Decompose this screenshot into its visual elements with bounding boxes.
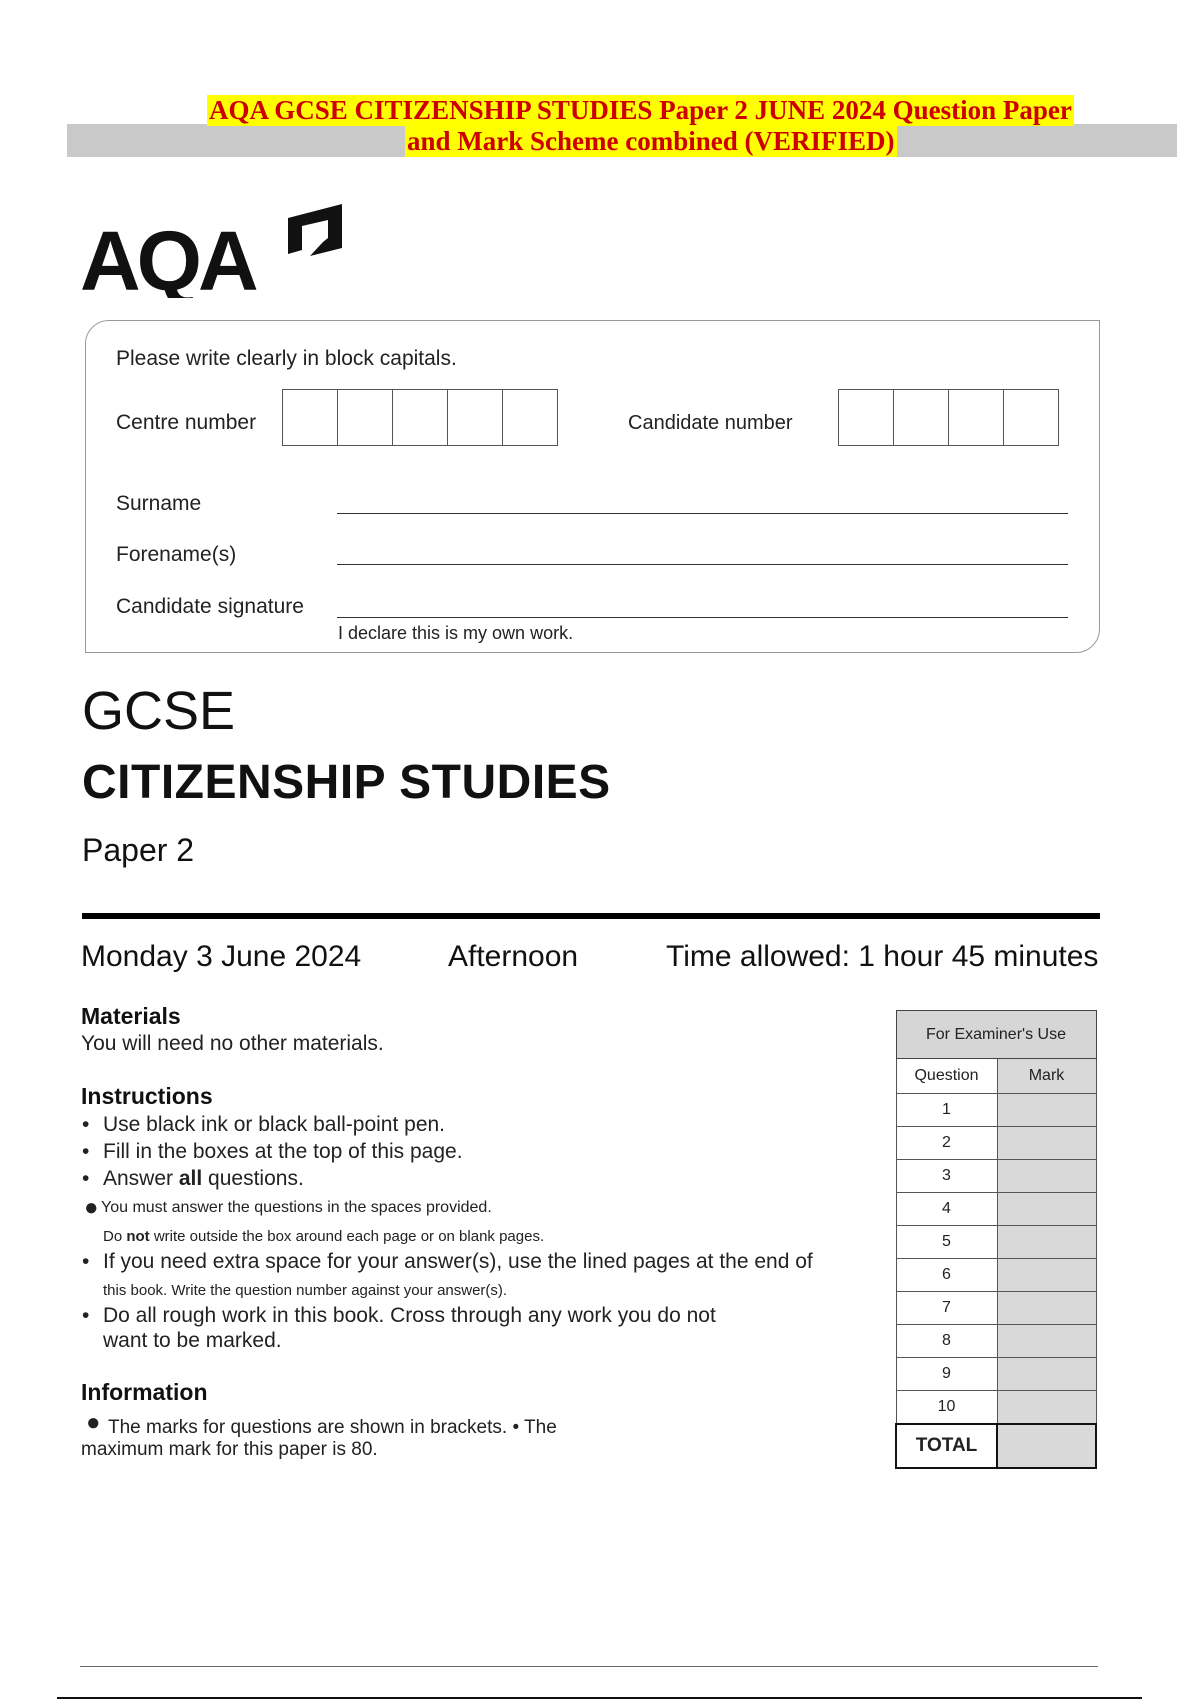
centre-number-box[interactable] <box>502 389 558 446</box>
bullet-dot: ● <box>84 1194 99 1221</box>
total-label: TOTAL <box>896 1424 997 1468</box>
table-row <box>896 1292 1096 1325</box>
mark-cell <box>997 1226 1096 1259</box>
table-row <box>896 1094 1096 1127</box>
table-row <box>896 1127 1096 1160</box>
question-number: 7 <box>896 1292 997 1325</box>
page-bottom-rule <box>57 1697 1142 1699</box>
title-rule <box>82 913 1100 919</box>
signature-label: Candidate signature <box>116 595 304 618</box>
exam-session: Afternoon <box>448 940 579 973</box>
question-number: 9 <box>896 1358 997 1391</box>
mark-cell <box>997 1094 1096 1127</box>
question-number: 3 <box>896 1160 997 1193</box>
instructions-heading: Instructions <box>81 1083 213 1109</box>
question-number: 10 <box>896 1391 997 1425</box>
centre-number-box[interactable] <box>447 389 503 446</box>
instruction-item: • Use black ink or black ball-point pen. <box>103 1113 445 1137</box>
materials-text: You will need no other materials. <box>81 1032 384 1055</box>
banner-title-line-2: and Mark Scheme combined (VERIFIED) <box>407 126 895 156</box>
total-mark-cell <box>997 1424 1096 1468</box>
instruction-text: Answer <box>103 1167 179 1190</box>
qualification-level: GCSE <box>82 681 236 741</box>
mark-cell <box>997 1127 1096 1160</box>
candidate-number-box[interactable] <box>838 389 894 446</box>
centre-number-boxes[interactable] <box>282 389 558 446</box>
forenames-label: Forename(s) <box>116 543 237 566</box>
table-row <box>896 1391 1096 1425</box>
aqa-tick-logo-icon <box>80 198 350 298</box>
instruction-text: write outside the box around each page or on blank pages. <box>149 1228 545 1245</box>
total-row <box>896 1424 1096 1468</box>
materials-heading: Materials <box>81 1003 181 1029</box>
signature-line[interactable] <box>337 617 1068 618</box>
candidate-number-label: Candidate number <box>628 412 793 434</box>
mark-cell <box>997 1358 1096 1391</box>
instruction-text: questions. <box>202 1167 304 1190</box>
question-number: 2 <box>896 1127 997 1160</box>
instruction-item-continued: want to be marked. <box>103 1329 282 1352</box>
information-heading: Information <box>81 1379 208 1405</box>
banner-title-line-1: AQA GCSE CITIZENSHIP STUDIES Paper 2 JUNE 2024 Question Paper <box>209 95 1072 125</box>
table-row <box>896 1226 1096 1259</box>
question-number: 8 <box>896 1325 997 1358</box>
footer-line <box>80 1666 1098 1667</box>
surname-label: Surname <box>116 492 202 515</box>
instruction-item-continued <box>103 1228 544 1245</box>
centre-number-box[interactable] <box>282 389 338 446</box>
block-capitals-instruction: Please write clearly in block capitals. <box>116 347 457 370</box>
instruction-item <box>103 1167 304 1191</box>
subject-title: CITIZENSHIP STUDIES <box>82 756 611 809</box>
table-row <box>896 1358 1096 1391</box>
information-text: The marks for questions are shown in brackets. • The <box>108 1417 557 1438</box>
candidate-number-boxes[interactable] <box>838 389 1059 446</box>
centre-number-box[interactable] <box>337 389 393 446</box>
mark-cell <box>997 1193 1096 1226</box>
examiner-table-title: For Examiner's Use <box>896 1011 1096 1059</box>
mark-cell <box>997 1391 1096 1425</box>
question-number: 1 <box>896 1094 997 1127</box>
candidate-number-box[interactable] <box>893 389 949 446</box>
mark-cell <box>997 1325 1096 1358</box>
instruction-emphasis: all <box>178 1167 203 1190</box>
information-text: maximum mark for this paper is 80. <box>81 1439 378 1460</box>
table-row <box>896 1160 1096 1193</box>
question-number: 4 <box>896 1193 997 1226</box>
instruction-text: Do <box>103 1228 127 1245</box>
table-row <box>896 1193 1096 1226</box>
table-row <box>896 1259 1096 1292</box>
instruction-item: • If you need extra space for your answer(s), use the lined pages at the end of <box>103 1250 813 1274</box>
exam-date: Monday 3 June 2024 <box>81 940 362 973</box>
forenames-line[interactable] <box>337 564 1068 565</box>
candidate-number-box[interactable] <box>948 389 1004 446</box>
time-allowed: Time allowed: 1 hour 45 minutes <box>666 940 1099 973</box>
table-row <box>896 1325 1096 1358</box>
examiner-use-table <box>895 1010 1097 1469</box>
svg-text:AQA: AQA <box>80 214 255 298</box>
mark-cell <box>997 1160 1096 1193</box>
centre-number-label: Centre number <box>116 411 257 434</box>
instruction-emphasis: not <box>126 1228 150 1245</box>
declaration-text: I declare this is my own work. <box>338 623 574 643</box>
mark-cell <box>997 1292 1096 1325</box>
paper-number: Paper 2 <box>82 832 195 868</box>
question-column-header: Question <box>896 1059 997 1094</box>
surname-line[interactable] <box>337 513 1068 514</box>
question-number: 5 <box>896 1226 997 1259</box>
instruction-item-continued: this book. Write the question number against your answer(s). <box>103 1282 508 1299</box>
instruction-item: • Fill in the boxes at the top of this page. <box>103 1140 463 1164</box>
instruction-item: You must answer the questions in the spaces provided. <box>101 1199 492 1216</box>
bullet-dot: ● <box>86 1409 101 1436</box>
candidate-number-box[interactable] <box>1003 389 1059 446</box>
centre-number-box[interactable] <box>392 389 448 446</box>
instruction-item: • Do all rough work in this book. Cross through any work you do not <box>103 1304 716 1328</box>
mark-column-header: Mark <box>997 1059 1096 1094</box>
candidate-details-box <box>85 320 1100 653</box>
question-number: 6 <box>896 1259 997 1292</box>
mark-cell <box>997 1259 1096 1292</box>
aqa-logo <box>80 198 350 298</box>
